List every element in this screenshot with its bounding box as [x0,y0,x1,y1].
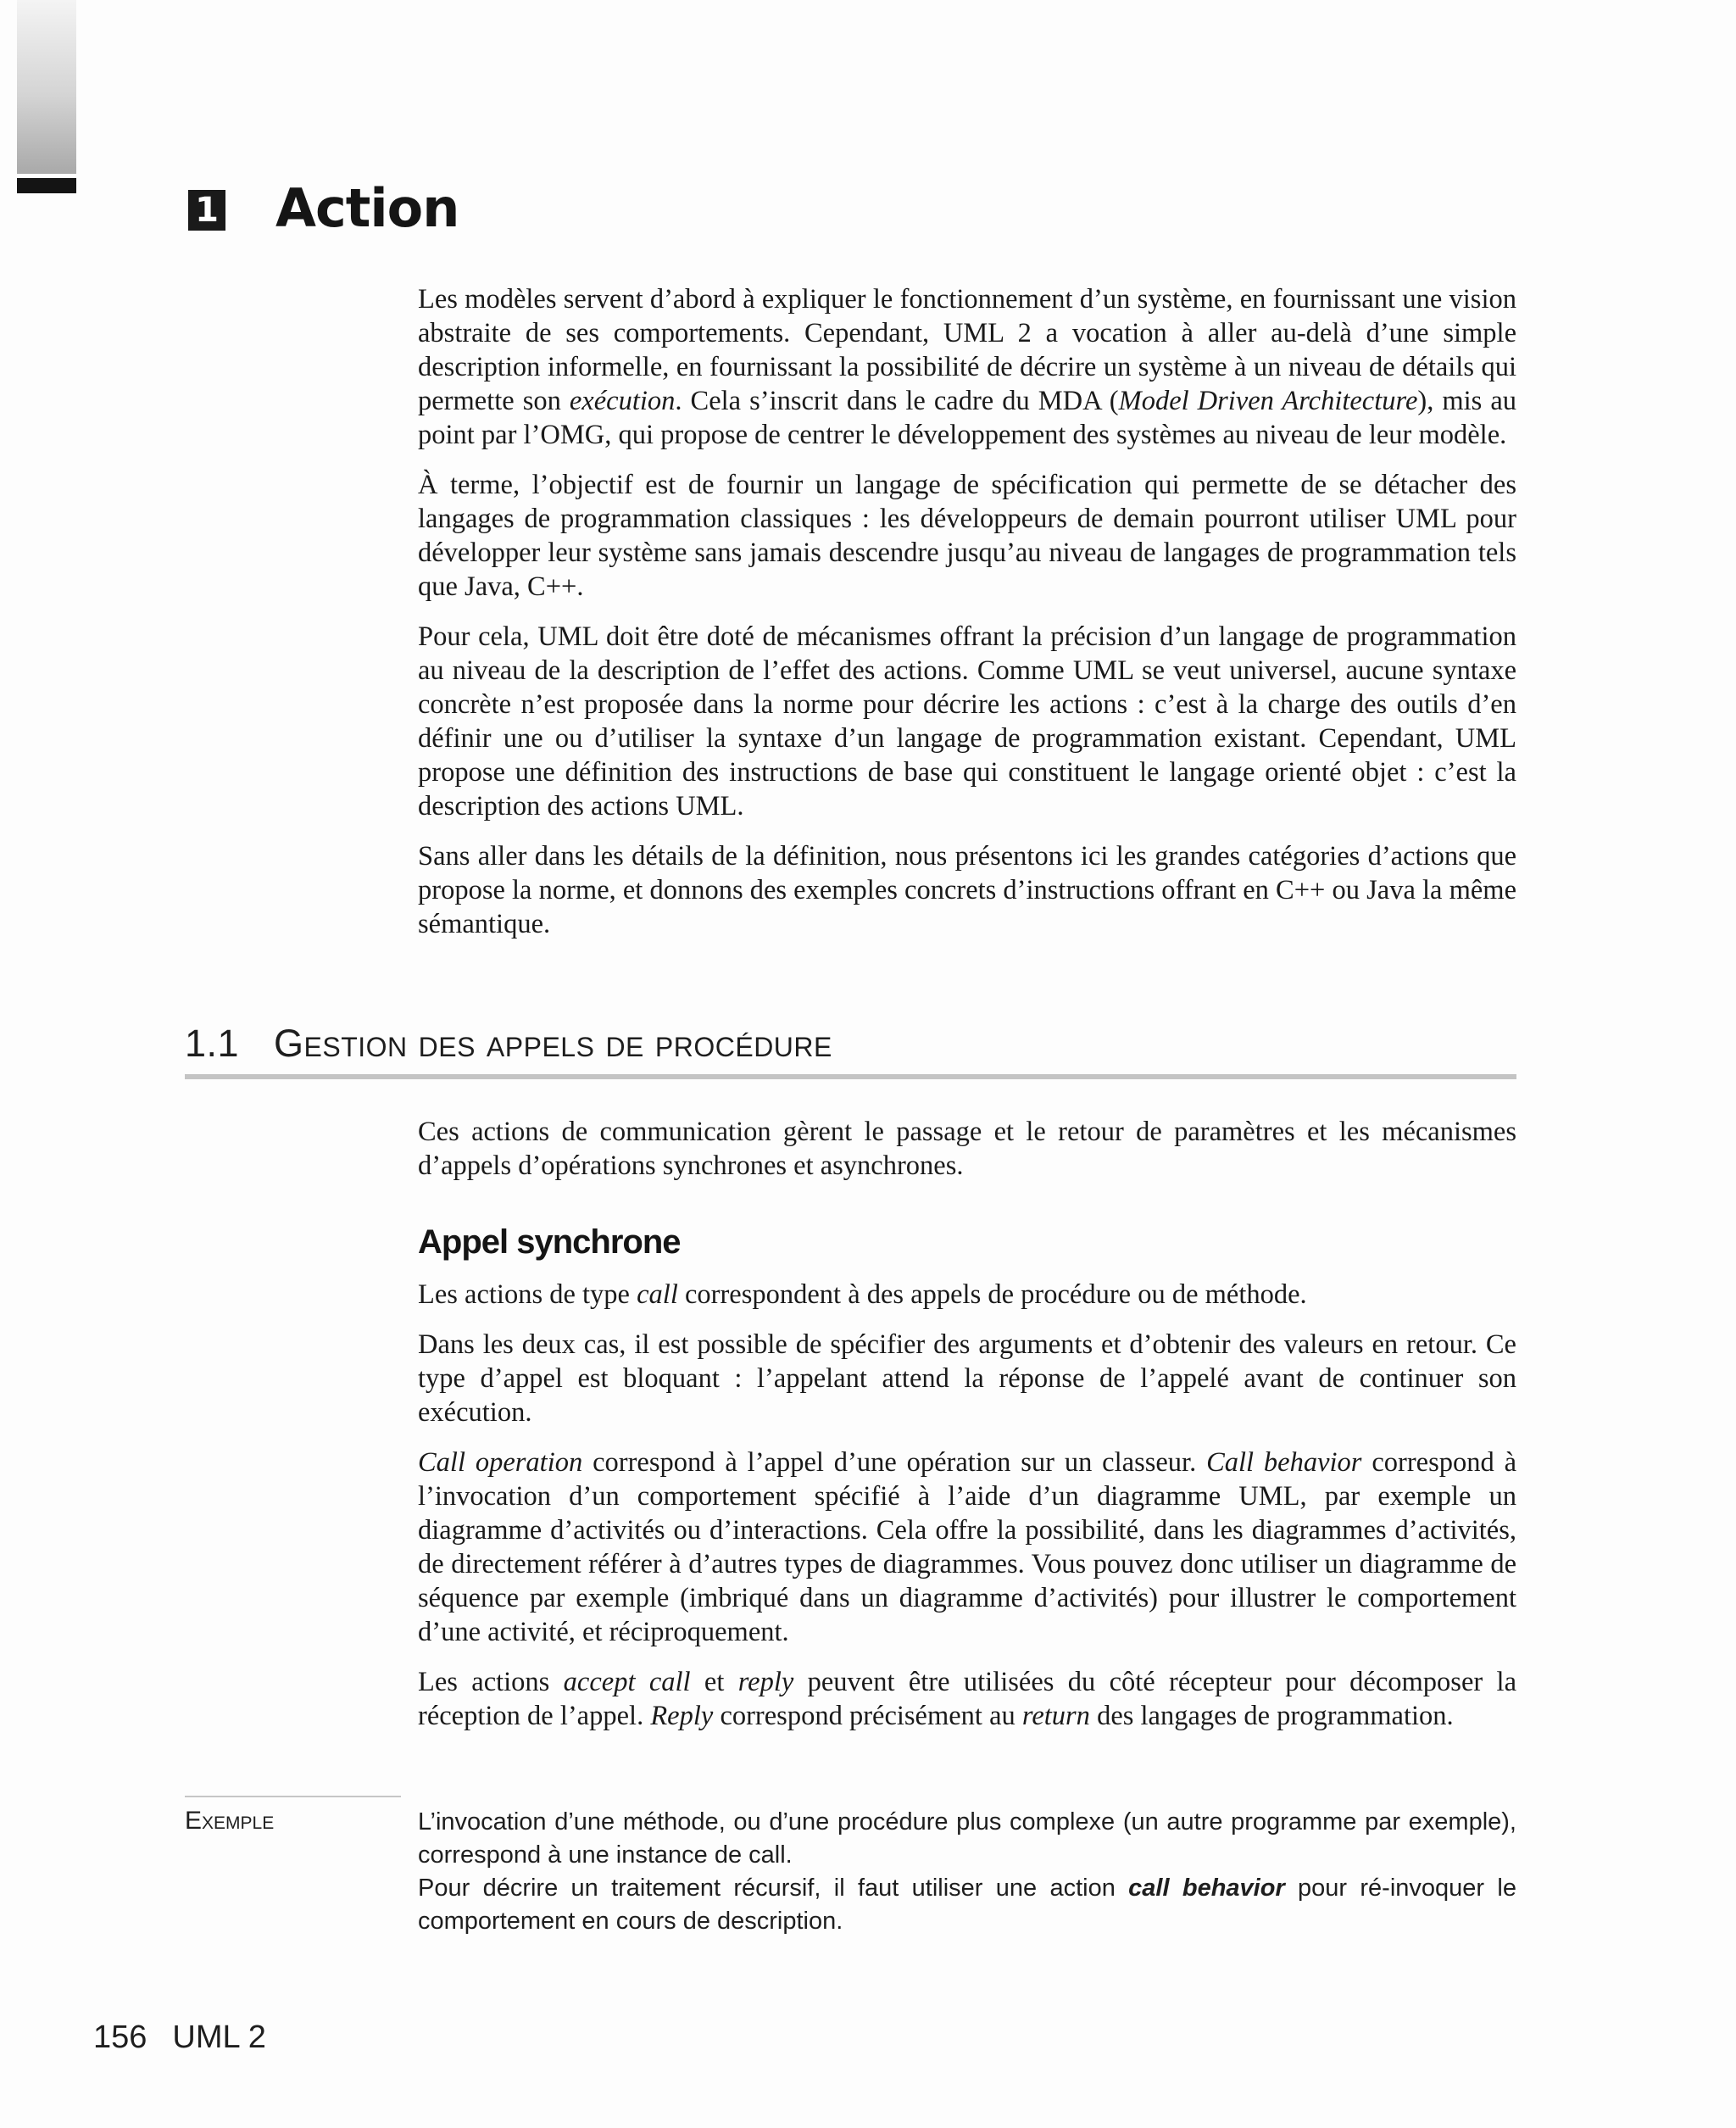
page-number: 156 [93,2019,147,2055]
intro-paragraph-1: Les modèles servent d’abord à expliquer le fonctionnement d’un système, en fournissant une vision abstraite de ses comportements. Cependant, UML 2 a vocation à aller au-delà d’une simple description informelle, en fournissant la possibilité de décrire un système à un niveau de détails qui permette son exécution. Cela s’inscrit dans le cadre du MDA (Model Driven Architecture), mis au point par l’OMG, qui propose de centrer le développement des systèmes au niveau de leur modèle. [418,284,1516,450]
example-line-2: Pour décrire un traitement récursif, il faut utiliser une action call behavior pour ré-invoquer le comportement en cours de description. [418,1875,1516,1935]
subsection-body [418,1278,1516,1749]
subsection-paragraph-3: Call operation correspond à l’appel d’une opération sur un classeur. Call behavior correspond à l’invocation d’un comportement spécifié à l’aide d’un diagramme UML, par exemple un diagramme d’activités ou d’interactions. Cela offre la possibilité, dans les diagrammes d’activités, de directement référer à d’autres types de diagrammes. Vous pouvez donc utiliser un diagramme de séquence par exemple (imbriqué dans un diagramme d’activités) pour illustrer le comportement d’une activité, et réciproquement. [418,1447,1517,1647]
subsection-paragraph-2: Dans les deux cas, il est possible de spécifier des arguments et d’obtenir des valeurs en retour. Ce type d’appel est bloquant : l’appelant attend la réponse de l’appelé avant de continuer son exécution. [418,1329,1516,1428]
subsection-paragraph-1: Les actions de type call correspondent à des appels de procédure ou de méthode. [418,1279,1307,1310]
chapter-number-badge: 1 [188,190,225,231]
section-heading [185,1013,1516,1079]
subsection-paragraph-4: Les actions accept call et reply peuvent être utilisées du côté récepteur pour décomposer la réception de l’appel. Reply correspond précisément au return des langages de programmation. [418,1667,1516,1731]
page-footer [93,2016,266,2058]
section-title: Gestion des appels de procédure [274,1022,832,1065]
book-title: UML 2 [172,2019,266,2055]
chapter-title: Action [275,177,459,239]
example-text [418,1806,1516,1938]
intro-paragraph-4: Sans aller dans les détails de la définition, nous présentons ici les grandes catégories d’actions que propose la norme, et donnons des exemples concrets d’instructions offrant en C++ ou Java la même sémantique. [418,841,1517,939]
intro-paragraph-2: À terme, l’objectif est de fournir un langage de spécification qui permette de se détacher des langages de programmation classiques : les développeurs de demain pourront utiliser UML pour développer leur système sans jamais descendre jusqu’au niveau de langages de programmation tels que Java, C++. [418,470,1516,602]
example-divider [185,1796,401,1797]
subsection-title: Appel synchrone [418,1223,681,1261]
chapter-tab-gradient [17,0,76,174]
section-number: 1.1 [185,1022,240,1065]
section-intro-paragraph: Ces actions de communication gèrent le passage et le retour de paramètres et les mécanismes d’appels d’opérations synchrones et asynchrones. [418,1117,1516,1181]
intro-section [418,282,1516,957]
example-line-1: L’invocation d’une méthode, ou d’une procédure plus complexe (un autre programme par exemple), correspond à une instance de call. [418,1808,1516,1869]
intro-paragraph-3: Pour cela, UML doit être doté de mécanismes offrant la précision d’un langage de programmation au niveau de la description de l’effet des actions. Comme UML se veut universel, aucune syntaxe concrète n’est proposée dans la norme pour décrire les actions : c’est à la charge des outils d’en définir une ou d’utiliser la syntaxe d’un langage de programmation existant. Cependant, UML propose une définition des instructions de base qui constituent le langage orienté objet : c’est la description des actions UML. [418,621,1516,822]
chapter-tab-bar [17,178,76,193]
section-intro [418,1115,1516,1199]
example-label: Exemple [185,1807,275,1835]
